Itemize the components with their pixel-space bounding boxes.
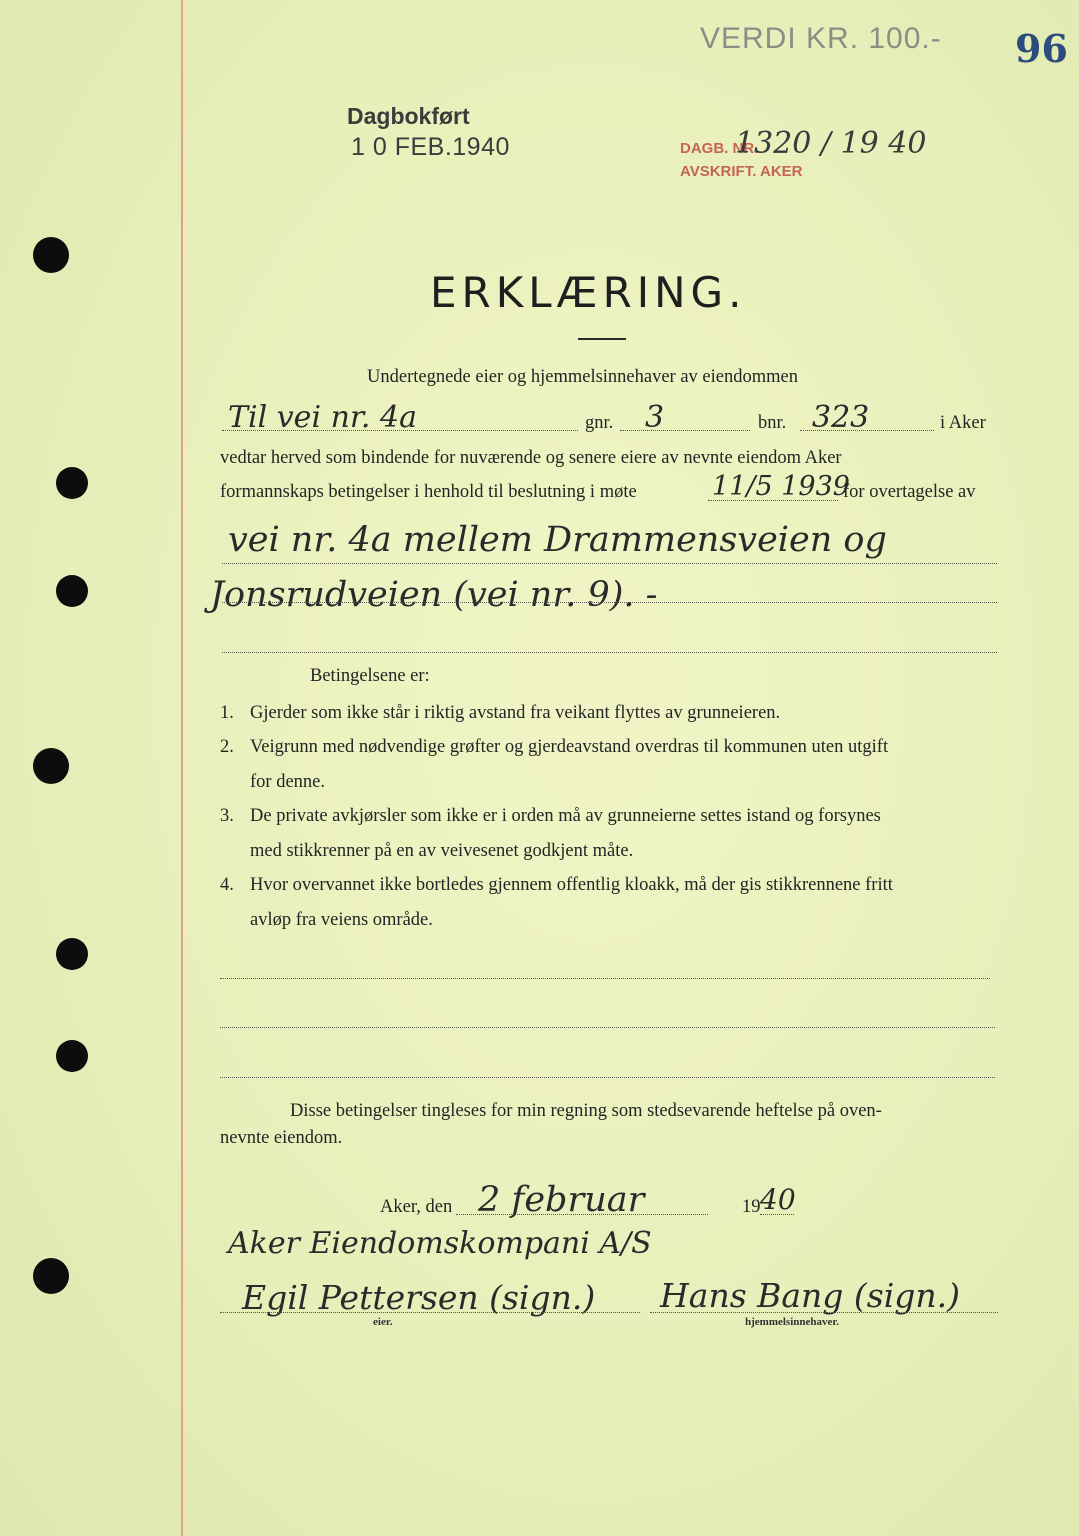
year-line bbox=[760, 1214, 794, 1215]
conditions-heading: Betingelsene er: bbox=[310, 666, 430, 686]
punch-hole-7 bbox=[33, 1258, 69, 1294]
road-line-2 bbox=[222, 602, 997, 603]
blank-line-2 bbox=[220, 1027, 995, 1028]
road-description-line-2: Jonsrudveien (vei nr. 9). - bbox=[210, 575, 658, 615]
body-line-2: vedtar herved som bindende for nuværende og senere eiere av nevnte eiendom Aker bbox=[220, 448, 842, 468]
registration-stamp-label: Dagbokført bbox=[347, 103, 470, 129]
road-line-3 bbox=[222, 652, 997, 653]
condition-2-text-cont: for denne. bbox=[250, 772, 325, 792]
property-line bbox=[222, 430, 578, 431]
punch-hole-6 bbox=[56, 1040, 88, 1072]
body-line-3-end: for overtagelse av bbox=[843, 482, 976, 502]
title-underline bbox=[578, 338, 626, 340]
punch-hole-2 bbox=[56, 467, 88, 499]
condition-1-number: 1. bbox=[220, 703, 234, 723]
bnr-value: 323 bbox=[812, 400, 870, 435]
blank-line-3 bbox=[220, 1077, 995, 1078]
year-handwritten: 40 bbox=[760, 1183, 796, 1216]
bnr-label: bnr. bbox=[758, 413, 787, 433]
document-title: ERKLÆRING. bbox=[430, 268, 747, 317]
year-prefix: 19 bbox=[742, 1197, 761, 1217]
page-number: 96 bbox=[1015, 26, 1068, 71]
owner-signature: Egil Pettersen (sign.) bbox=[242, 1278, 596, 1317]
condition-4-number: 4. bbox=[220, 875, 234, 895]
condition-4-text: Hvor overvannet ikke bortledes gjennem offentlig kloakk, må der gis stikkrennene fritt bbox=[250, 875, 893, 895]
punch-hole-3 bbox=[56, 575, 88, 607]
date-line bbox=[456, 1214, 708, 1215]
owner-signature-line bbox=[220, 1312, 640, 1313]
condition-1-text: Gjerder som ikke står i riktig avstand fra veikant flyttes av grunneieren. bbox=[250, 703, 781, 723]
registration-stamp-date: 1 0 FEB.1940 bbox=[351, 133, 510, 161]
road-description-line-1: vei nr. 4a mellem Drammensveien og bbox=[228, 520, 887, 560]
condition-2-text: Veigrunn med nødvendige grøfter og gjerdeavstand overdras til kommunen uten utgift bbox=[250, 737, 889, 757]
punch-hole-1 bbox=[33, 237, 69, 273]
punch-hole-5 bbox=[56, 938, 88, 970]
journal-prefix: DAGB. NR. bbox=[680, 140, 759, 157]
meeting-date-line bbox=[708, 500, 838, 501]
margin-line bbox=[181, 0, 183, 1536]
location-text: i Aker bbox=[940, 413, 986, 433]
meeting-date-handwritten: 11/5 1939 bbox=[712, 471, 850, 502]
owner-label: eier. bbox=[373, 1316, 393, 1328]
punch-hole-4 bbox=[33, 748, 69, 784]
condition-3-text-cont: med stikkrenner på en av veivesenet godkjent måte. bbox=[250, 841, 634, 861]
condition-4-text-cont: avløp fra veiens område. bbox=[250, 910, 433, 930]
company-handwritten: Aker Eiendomskompani A/S bbox=[228, 1226, 652, 1261]
closing-line-1: Disse betingelser tingleses for min regning som stedsevarende heftelse på oven- bbox=[290, 1101, 882, 1121]
road-line-1 bbox=[222, 563, 997, 564]
blank-line-1 bbox=[220, 978, 990, 979]
gnr-label: gnr. bbox=[585, 413, 614, 433]
value-note: VERDI KR. 100.- bbox=[700, 22, 942, 55]
condition-3-text: De private avkjørsler som ikke er i orden må av grunneierne settes istand og forsynes bbox=[250, 806, 881, 826]
journal-number-handwritten: 1320 / 19 40 bbox=[735, 126, 927, 161]
condition-3-number: 3. bbox=[220, 806, 234, 826]
gnr-value: 3 bbox=[645, 400, 665, 435]
copy-stamp: AVSKRIFT. AKER bbox=[680, 163, 803, 180]
holder-signature: Hans Bang (sign.) bbox=[660, 1276, 961, 1315]
place-text: Aker, den bbox=[380, 1197, 453, 1217]
gnr-line bbox=[620, 430, 750, 431]
intro-text: Undertegnede eier og hjemmelsinnehaver av eiendommen bbox=[367, 367, 798, 387]
date-handwritten: 2 februar bbox=[478, 1180, 645, 1220]
holder-label: hjemmelsinnehaver. bbox=[745, 1316, 840, 1328]
closing-line-2: nevnte eiendom. bbox=[220, 1128, 343, 1148]
body-line-3-start: formannskaps betingelser i henhold til beslutning i møte bbox=[220, 482, 637, 502]
condition-2-number: 2. bbox=[220, 737, 234, 757]
holder-signature-line bbox=[650, 1312, 998, 1313]
property-handwritten: Til vei nr. 4a bbox=[228, 400, 417, 435]
